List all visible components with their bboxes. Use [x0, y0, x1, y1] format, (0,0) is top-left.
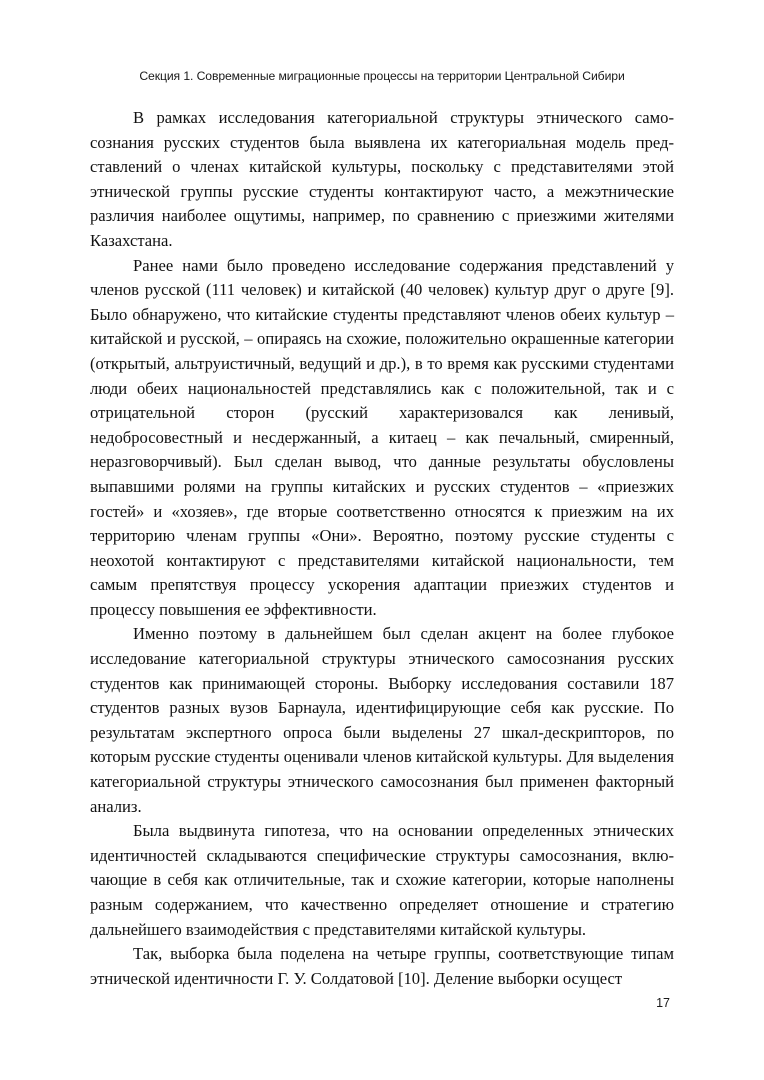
- paragraph: Так, выборка была поделена на четыре группы, соответствующие типам этнической идентичности Г. У. Солдатовой [10]. Деление выборки осущест: [90, 944, 674, 988]
- body-text: [90, 106, 674, 991]
- paragraph: В рамках исследования категориальной структуры этнического самосознания русских студентов была выявлена их категориальная модель представлений о членах китайской культуры, поскольку с представителями этой этнической группы русские студенты контактируют часто, а межэтнические различия наиболее ощутимы, например, по сравнению с приезжими жителями Казахстана.: [90, 108, 674, 250]
- page-number: 17: [656, 996, 670, 1010]
- paragraph: Ранее нами было проведено исследование содержания представлений у членов русской (111 человек) и китайской (40 человек) культур друг о друге [9]. Было обнаружено, что китайские студенты представляют членов обеих культур – китайской и русской, – опираясь на схожие, положительно окрашенные категории (открытый, альтруистичный, ведущий и др.), в то время как русскими студентами люди обеих национальностей представлялись как с положительной, так и с отрицательной сторон (русский характеризовался как ленивый, недобросовестный и несдержанный, а китаец – как печальный, смиренный, неразговорчивый). Был сделан вывод, что данные результаты обусловлены выпавшими ролями на группы китайских и русских студентов – «приезжих гостей» и «хозяев», где вторые соответственно относятся к приезжим на их территорию членам группы «Они». Вероятно, поэтому русские студенты с неохотой контактируют с представителями китайской национальности, тем самым препятствуя процессу ускорения адаптации приезжих студентов и процессу повышения ее эффективности.: [90, 255, 674, 619]
- paragraph: Именно поэтому в дальнейшем был сделан акцент на более глубокое исследование категориальной структуры этнического самосознания русских студентов как принимающей стороны. Выборку исследования составили 187 студентов разных вузов Барнаула, идентифицирующие себя как русские. По результатам экспертного опроса были выделены 27 шкал-дескрипторов, по которым русские студенты оценивали членов китайской культуры. Для выделения категориальной структуры этнического самосознания был применен факторный анализ.: [90, 624, 674, 816]
- running-header: Секция 1. Современные миграционные процессы на территории Центральной Сибири: [139, 69, 625, 83]
- paragraph: Была выдвинута гипотеза, что на основании определенных этнических идентичностей складываются специфические структуры самосознания, включающие в себя как отличительные, так и схожие категории, которые наполнены разным содержанием, что качественно определяет отношение и стратегию дальнейшего взаимодействия с представителями китайской культуры.: [90, 821, 674, 939]
